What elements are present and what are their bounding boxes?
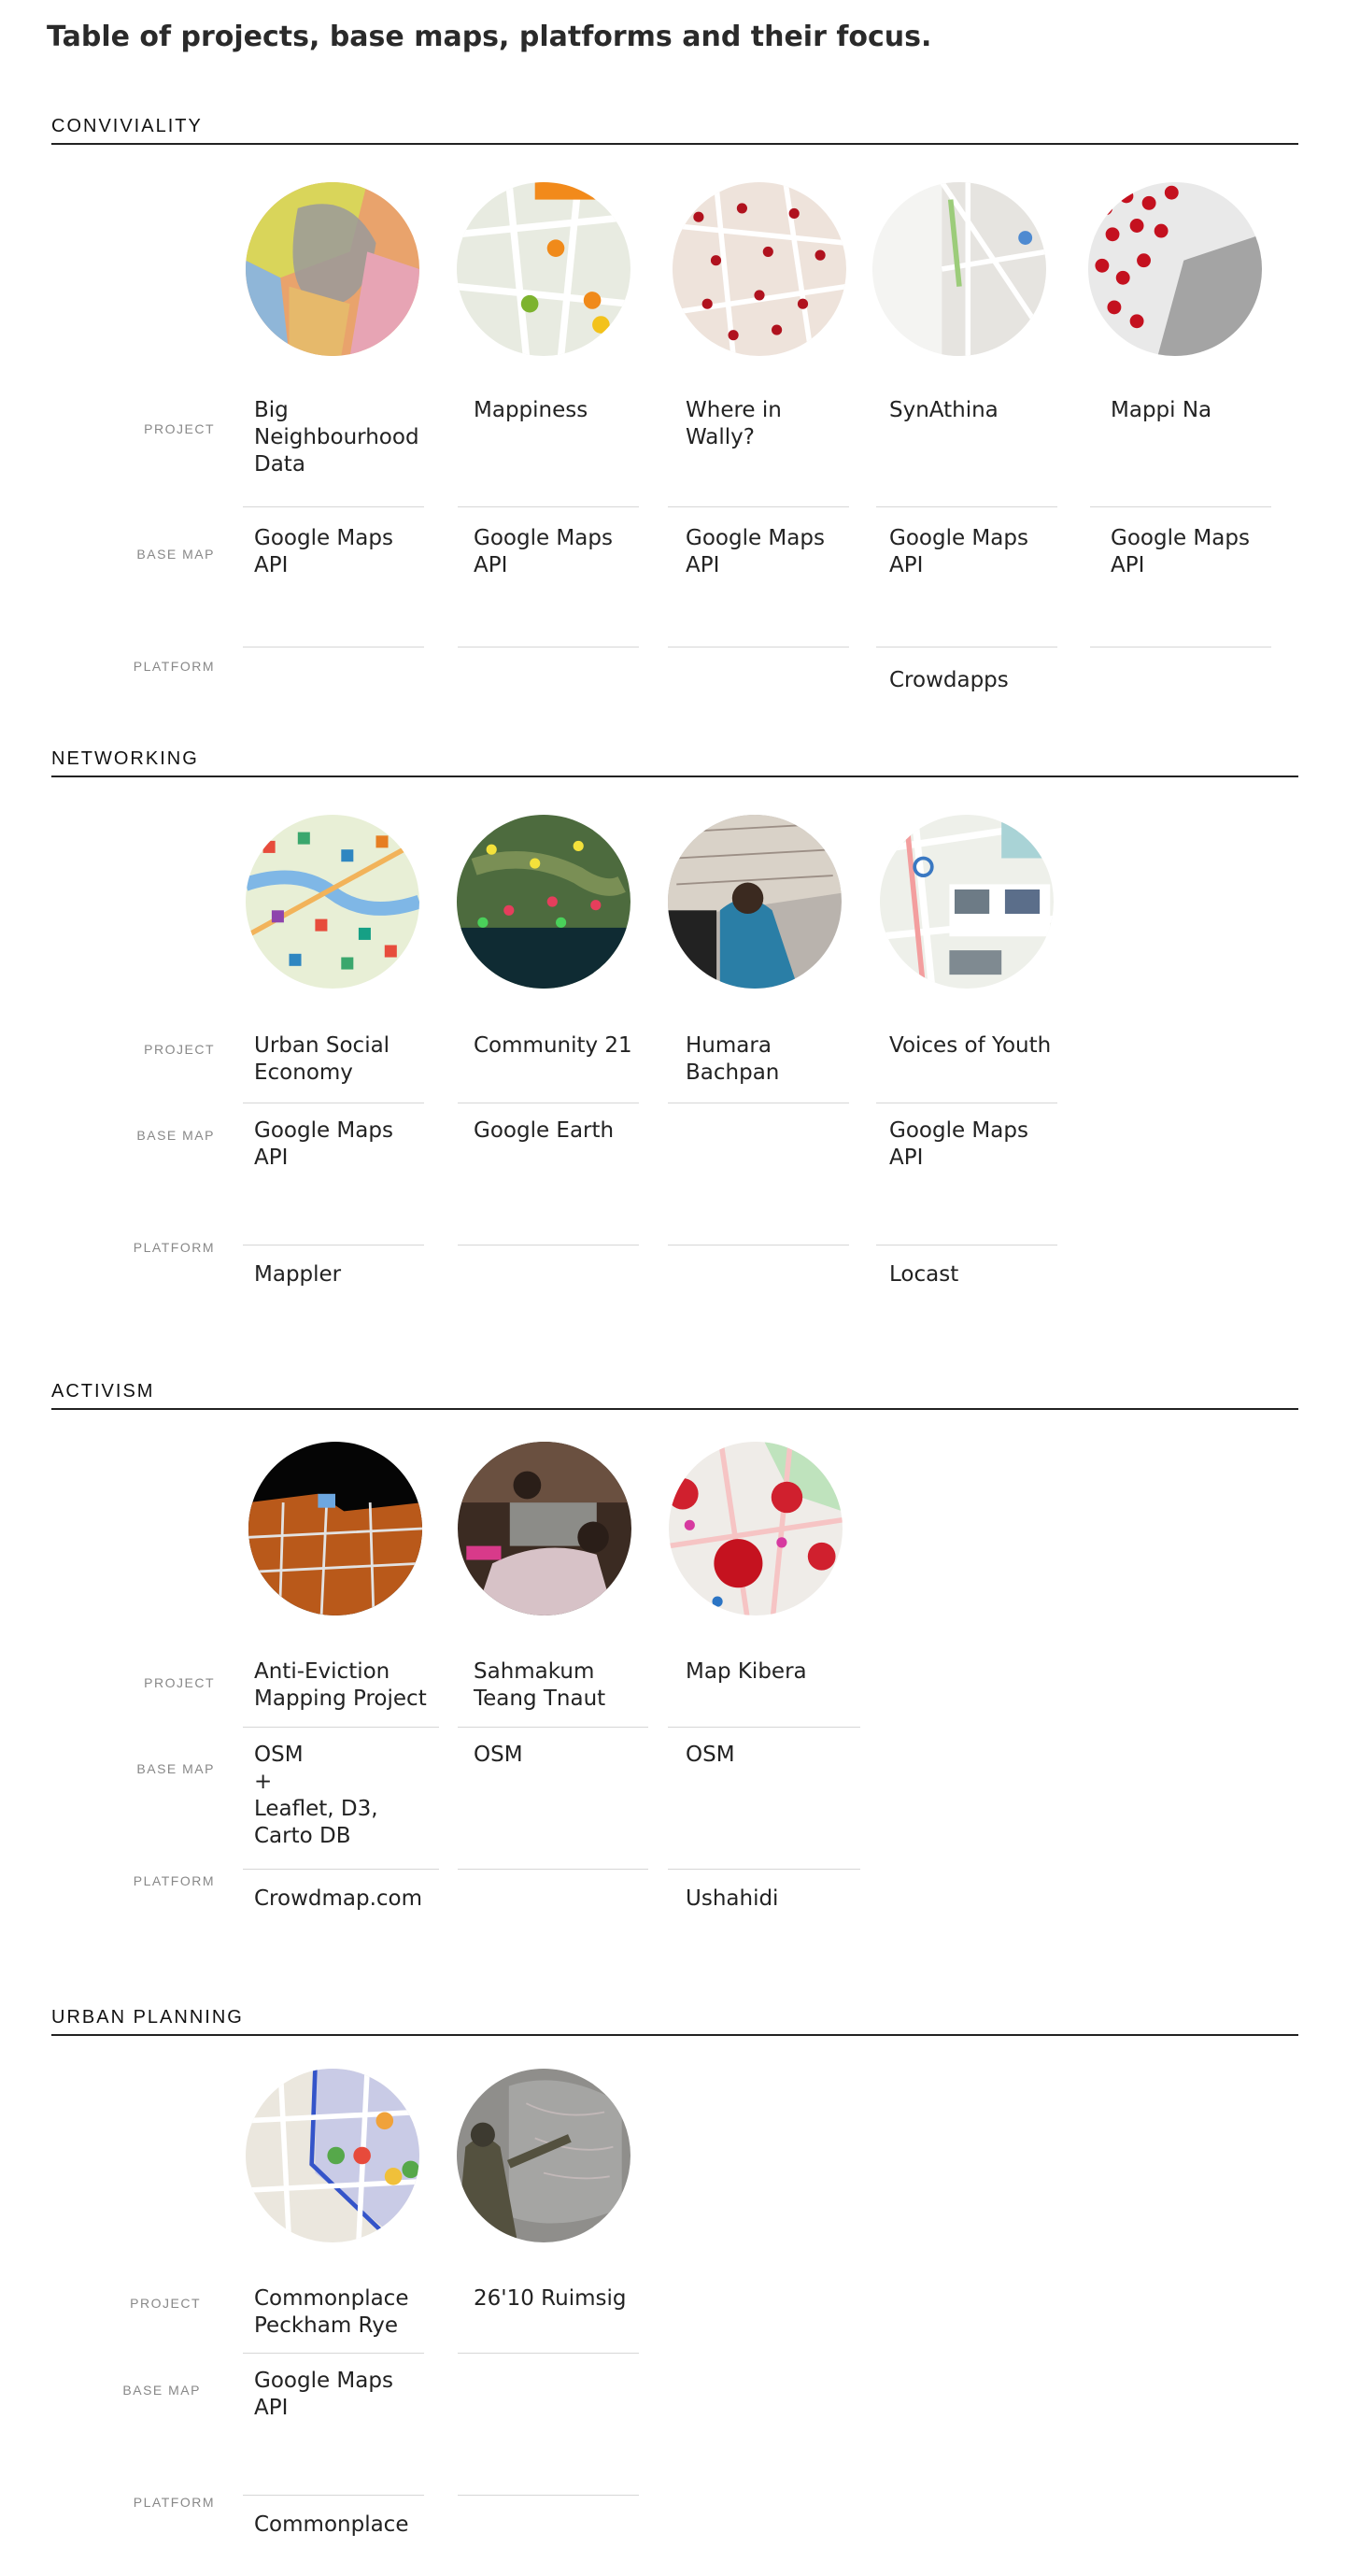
row-label-base-map: BASE MAP — [122, 2383, 201, 2398]
section-heading-activism: ACTIVISM — [51, 1381, 1298, 1410]
section-heading-urban-planning: URBAN PLANNING — [51, 2007, 1298, 2036]
base-map-value: Google Maps API — [889, 526, 1028, 577]
project-name: Anti-Eviction Mapping Project — [254, 1659, 427, 1711]
row-divider — [243, 506, 424, 507]
project-name: Community 21 — [474, 1033, 632, 1058]
project-thumbnail-photo[interactable] — [668, 815, 842, 989]
row-divider — [1090, 647, 1271, 648]
row-divider — [458, 2495, 639, 2496]
base-map-value: Google Maps API — [254, 526, 393, 577]
project-name: Sahmakum Teang Tnaut — [474, 1659, 606, 1711]
base-map-value: Google Maps API — [474, 526, 613, 577]
project-name: 26'10 Ruimsig — [474, 2286, 627, 2311]
row-label-base-map: BASE MAP — [136, 547, 215, 562]
platform-value: Ushahidi — [686, 1886, 779, 1911]
project-name: SynAthina — [889, 398, 999, 422]
row-divider — [876, 506, 1057, 507]
project-thumbnail-map-image[interactable] — [880, 815, 1054, 989]
project-name: Map Kibera — [686, 1659, 807, 1684]
project-thumbnail-map-image[interactable] — [872, 182, 1046, 356]
row-divider — [243, 647, 424, 648]
platform-value: Crowdapps — [889, 668, 1009, 692]
row-divider — [458, 2353, 639, 2354]
base-map-value: Google Maps API — [254, 1118, 393, 1170]
base-map-value: Google Maps API — [889, 1118, 1028, 1170]
project-name: Mappi Na — [1111, 398, 1212, 422]
row-label-platform: PLATFORM — [133, 2495, 215, 2510]
base-map-value: OSM + Leaflet, D3, Carto DB — [254, 1743, 378, 1848]
section-heading-conviviality: CONVIVIALITY — [51, 116, 1298, 145]
base-map-value: OSM — [474, 1743, 523, 1767]
project-thumbnail-photo[interactable] — [457, 2069, 630, 2242]
section-heading-networking: NETWORKING — [51, 748, 1298, 777]
row-divider — [668, 506, 849, 507]
project-thumbnail-map-image[interactable] — [669, 1442, 843, 1615]
row-label-platform: PLATFORM — [133, 1873, 215, 1888]
base-map-value: Google Maps API — [254, 2369, 393, 2420]
project-name: Urban Social Economy — [254, 1033, 390, 1085]
project-name: Humara Bachpan — [686, 1033, 780, 1085]
row-divider — [243, 1869, 439, 1870]
project-name: Where in Wally? — [686, 398, 782, 449]
platform-value: Locast — [889, 1262, 959, 1287]
row-label-platform: PLATFORM — [133, 1240, 215, 1255]
project-name: Voices of Youth — [889, 1033, 1052, 1058]
project-thumbnail-map-image[interactable] — [246, 182, 419, 356]
project-name: Big Neighbourhood Data — [254, 398, 419, 477]
row-divider — [458, 1869, 648, 1870]
row-divider — [458, 506, 639, 507]
platform-value: Crowdmap.com — [254, 1886, 423, 1911]
row-divider — [668, 1869, 860, 1870]
row-label-project: PROJECT — [144, 421, 215, 436]
platform-value: Mappler — [254, 1262, 342, 1287]
row-divider — [1090, 506, 1271, 507]
project-thumbnail-map-image[interactable] — [457, 182, 630, 356]
row-divider — [668, 1727, 860, 1728]
row-label-project: PROJECT — [130, 2296, 201, 2311]
row-divider — [458, 1727, 648, 1728]
row-divider — [668, 647, 849, 648]
row-label-base-map: BASE MAP — [136, 1761, 215, 1776]
project-thumbnail-map-image[interactable] — [246, 2069, 419, 2242]
base-map-value: Google Earth — [474, 1118, 615, 1143]
base-map-value: Google Maps API — [686, 526, 825, 577]
project-thumbnail-map-image[interactable] — [673, 182, 846, 356]
project-name: Mappiness — [474, 398, 588, 422]
row-label-platform: PLATFORM — [133, 659, 215, 674]
project-thumbnail-map-image[interactable] — [457, 815, 630, 989]
project-thumbnail-map-image[interactable] — [246, 815, 419, 989]
row-divider — [876, 647, 1057, 648]
base-map-value: OSM — [686, 1743, 735, 1767]
row-label-base-map: BASE MAP — [136, 1128, 215, 1143]
project-thumbnail-map-image[interactable] — [1088, 182, 1262, 356]
project-thumbnail-map-image[interactable] — [248, 1442, 422, 1615]
row-divider — [458, 647, 639, 648]
row-divider — [243, 1727, 439, 1728]
row-label-project: PROJECT — [144, 1675, 215, 1690]
project-name: Commonplace Peckham Rye — [254, 2286, 409, 2338]
project-thumbnail-photo[interactable] — [458, 1442, 631, 1615]
page-title: Table of projects, base maps, platforms and their focus. — [47, 21, 932, 53]
row-label-project: PROJECT — [144, 1042, 215, 1057]
row-divider — [243, 2353, 424, 2354]
base-map-value: Google Maps API — [1111, 526, 1250, 577]
row-divider — [243, 2495, 424, 2496]
platform-value: Commonplace — [254, 2512, 409, 2537]
